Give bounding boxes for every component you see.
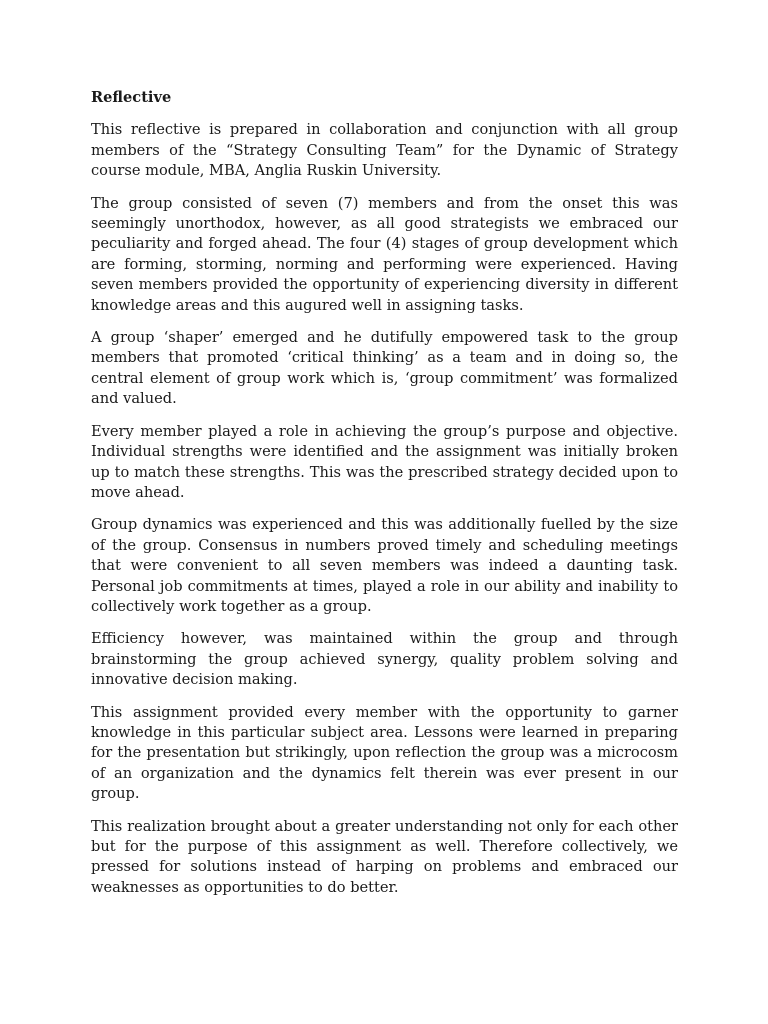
document-heading: Reflective xyxy=(91,89,172,106)
paragraph-2: The group consisted of seven (7) members and from the onset this was seemingly unorthodox, however, as all good strategists we embraced our peculiarity and forged ahead. The four (4) stages of group development which are forming, storming, norming and performing were experienced. Having seven members provided the opportunity of experiencing diversity in different knowledge areas and this augured well in assigning tasks. xyxy=(91,194,678,314)
document-page xyxy=(91,88,678,910)
paragraph-4: Every member played a role in achieving the group’s purpose and objective. Individual strengths were identified and the assignment was initially broken up to match these strengths. This was the prescribed strategy decided upon to move ahead. xyxy=(91,422,678,501)
paragraph-5: Group dynamics was experienced and this was additionally fuelled by the size of the group. Consensus in numbers proved timely and scheduling meetings that were convenient to all seven members was indeed a daunting task. Personal job commitments at times, played a role in our ability and inability to collectively work together as a group. xyxy=(91,516,678,615)
paragraph-1: This reflective is prepared in collaboration and conjunction with all group members of the “Strategy Consulting Team” for the Dynamic of Strategy course module, MBA, Anglia Ruskin University. xyxy=(91,121,678,180)
paragraph-3: A group ‘shaper’ emerged and he dutifully empowered task to the group members that promoted ‘critical thinking’ as a team and in doing so, the central element of group work which is, ‘group commitment’ was formalized and valued. xyxy=(91,329,678,408)
paragraph-7: This assignment provided every member with the opportunity to garner knowledge in this particular subject area. Lessons were learned in preparing for the presentation but strikingly, upon reflection the group was a microcosm of an organization and the dynamics felt therein was ever present in our group. xyxy=(91,703,678,803)
paragraph-6: Efficiency however, was maintained within the group and through brainstorming the group achieved synergy, quality problem solving and innovative decision making. xyxy=(91,630,678,689)
paragraph-8: This realization brought about a greater understanding not only for each other but for the purpose of this assignment as well. Therefore collectively, we pressed for solutions instead of harping on problems and embraced our weaknesses as opportunities to do better. xyxy=(91,817,678,896)
